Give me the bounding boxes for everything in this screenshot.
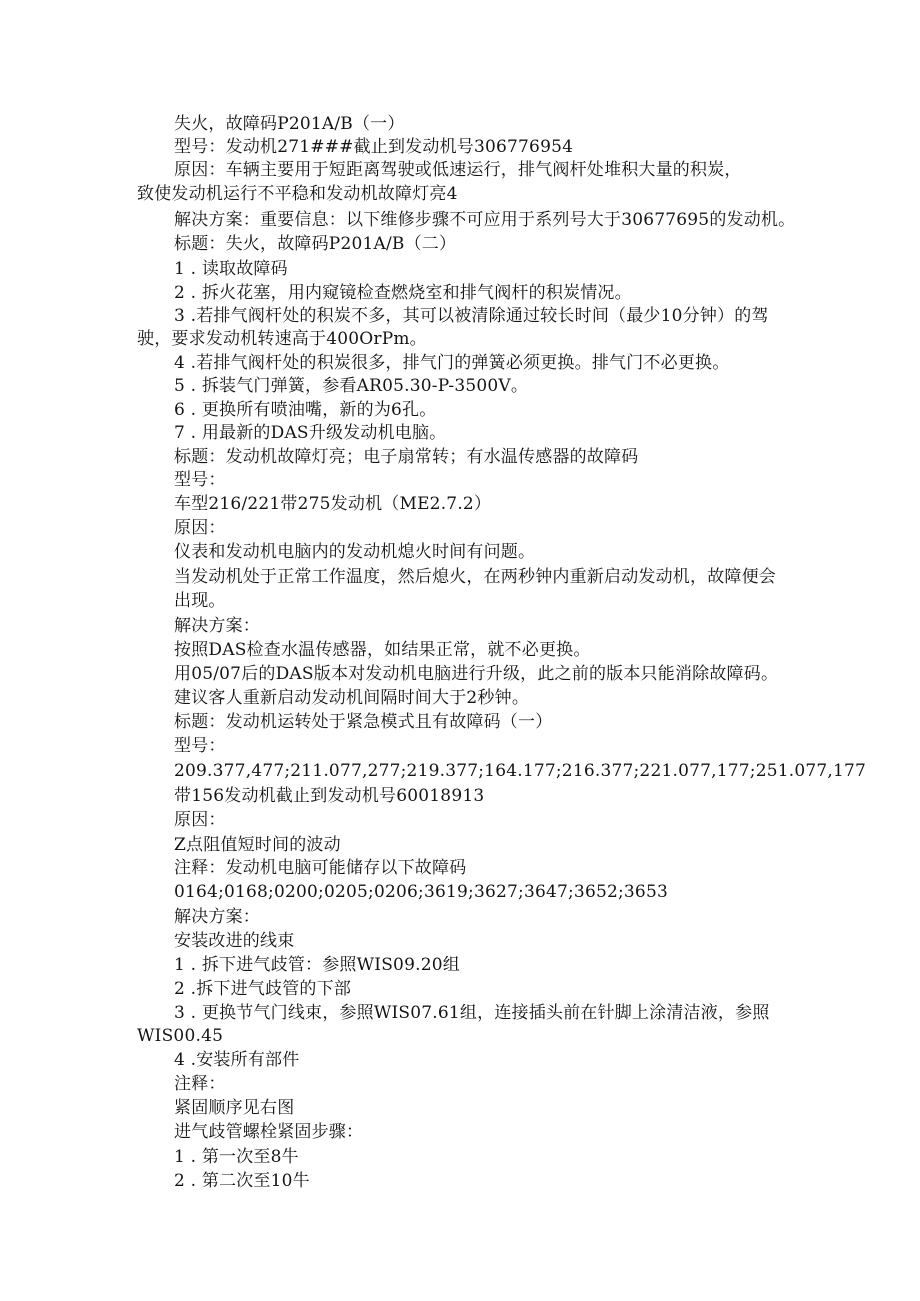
step-item: 3 . 更换节气门线束，参照WIS07.61组，连接插头前在针脚上涂清洁液，参照 [174, 1003, 770, 1023]
solution-label: 解决方案： [174, 616, 260, 636]
step-item: 3 .若排气阀杆处的积炭不多，其可以被清除通过较长时间（最少10分钟）的驾 [174, 306, 769, 326]
cause-line-cont: 致使发动机运行不平稳和发动机故障灯亮4 [137, 184, 458, 204]
model-line: 带156发动机截止到发动机号60018913 [174, 786, 485, 806]
solution-line: 建议客人重新启动发动机间隔时间大于2秒钟。 [174, 688, 530, 708]
note-line: 注释：发动机电脑可能储存以下故障码 [174, 858, 467, 878]
section-title: 标题：发动机运转处于紧急模式且有故障码（一） [174, 712, 553, 732]
solution-line: 安装改进的线束 [174, 931, 295, 951]
solution-line: 解决方案：重要信息：以下维修步骤不可应用于系列号大于30677695的发动机。 [174, 210, 796, 230]
note-line: 紧固顺序见右图 [174, 1098, 295, 1118]
step-item-cont: 驶，要求发动机转速高于400OrPm。 [137, 329, 427, 349]
model-line: 209.377,477;211.077,277;219.377;164.177;216.377;221.077,177;251.077,177 [174, 761, 867, 781]
cause-line: Z点阻值短时间的波动 [174, 835, 341, 855]
section-title: 标题：发动机故障灯亮；电子扇常转；有水温传感器的故障码 [174, 447, 639, 467]
model-label: 型号： [174, 736, 226, 756]
note-label: 注释： [174, 1074, 226, 1094]
step-item: 4 .安装所有部件 [174, 1050, 300, 1070]
step-item: 1 . 拆下进气歧管：参照WIS09.20组 [174, 955, 460, 975]
step-item: 2 . 第二次至10牛 [174, 1171, 310, 1191]
fault-codes: 0164;0168;0200;0205;0206;3619;3627;3647;3652;3653 [174, 882, 668, 902]
step-item: 6 . 更换所有喷油嘴，新的为6孔。 [174, 400, 437, 420]
cause-line-cont: 出现。 [174, 591, 226, 611]
solution-line: 用05/07后的DAS版本对发动机电脑进行升级，此之前的版本只能消除故障码。 [174, 664, 779, 684]
model-line: 型号：发动机271###截止到发动机号306776954 [174, 137, 574, 157]
cause-line: 当发动机处于正常工作温度，然后熄火，在两秒钟内重新启动发动机，故障便会 [174, 567, 776, 587]
cause-line: 仪表和发动机电脑内的发动机熄火时间有问题。 [174, 542, 536, 562]
solution-label: 解决方案： [174, 907, 260, 927]
solution-line: 按照DAS检查水温传感器，如结果正常，就不必更换。 [174, 640, 591, 660]
step-item: 7 . 用最新的DAS升级发动机电脑。 [174, 423, 447, 443]
model-line: 车型216/221带275发动机（ME2.7.2） [174, 494, 492, 514]
step-item-cont: WIS00.45 [137, 1026, 224, 1046]
step-item: 4 .若排气阀杆处的积炭很多，排气门的弹簧必须更换。排气门不必更换。 [174, 353, 730, 373]
step-item: 1 . 第一次至8牛 [174, 1147, 299, 1167]
model-label: 型号： [174, 470, 226, 490]
note-line: 进气歧管螺栓紧固步骤： [174, 1122, 364, 1142]
cause-label: 原因： [174, 810, 226, 830]
step-item: 1 . 读取故障码 [174, 259, 288, 279]
section-title: 标题：失火，故障码P201A/B（二） [174, 234, 457, 254]
step-item: 2 . 拆火花塞，用内窥镜检查燃烧室和排气阀杆的积炭情况。 [174, 283, 632, 303]
step-item: 2 .拆下进气歧管的下部 [174, 979, 352, 999]
section-title: 失火，故障码P201A/B（一） [174, 114, 405, 134]
cause-line: 原因：车辆主要用于短距离驾驶或低速运行，排气阀杆处堆积大量的积炭， [174, 160, 742, 180]
step-item: 5 . 拆装气门弹簧，参看AR05.30-P-3500V。 [174, 376, 529, 396]
cause-label: 原因： [174, 518, 226, 538]
